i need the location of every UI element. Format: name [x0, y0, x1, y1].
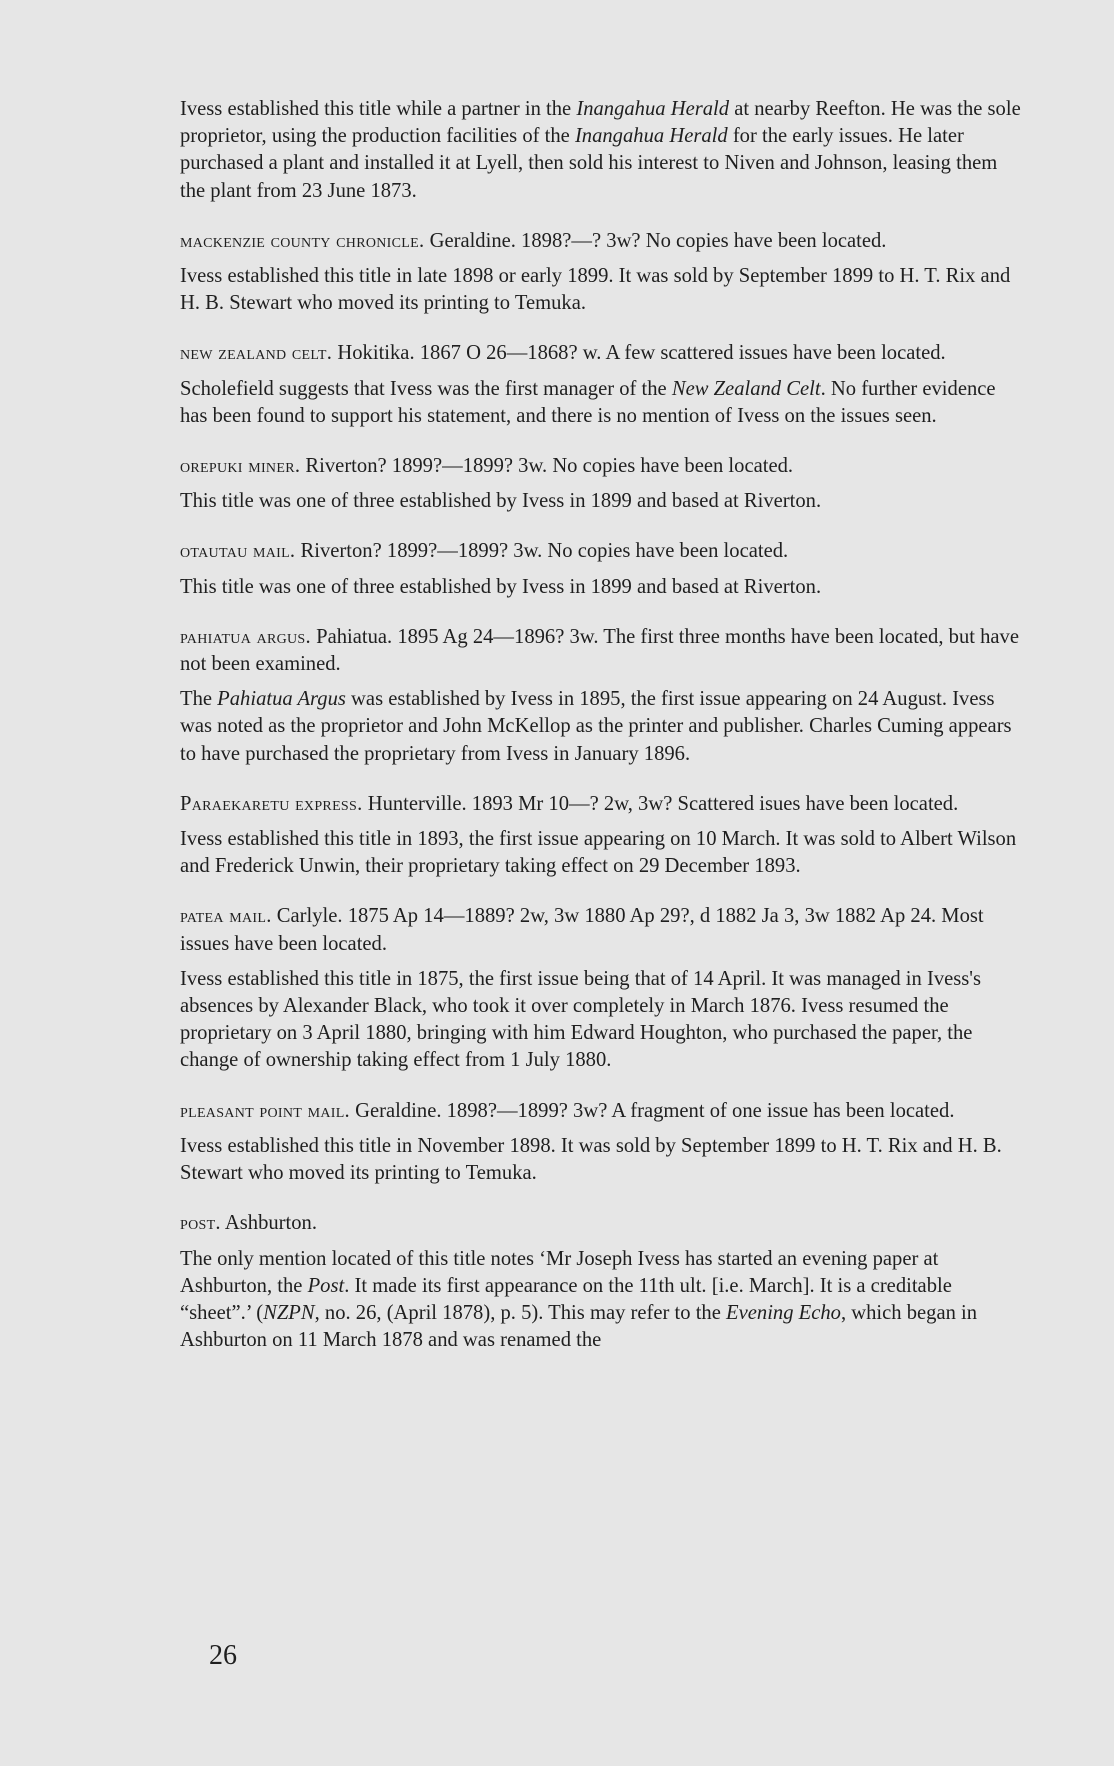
entry-title: Paraekaretu express.: [180, 792, 363, 815]
intro-paragraph: Ivess established this title while a partner in the Inangahua Herald at nearby Reefton. He was the sole proprietor, using the production facilities of the Inangahua Herald for the early issues. He later purchased a plant and installed it at Lyell, then sold his interest to Niven and Johnson, leasing them the plant from 23 June 1873.: [180, 98, 1021, 202]
entry-title: pleasant point mail.: [180, 1099, 350, 1122]
entry-note: The Pahiatua Argus was established by Ivess in 1895, the first issue appearing on 24 August. Ivess was noted as the proprietor and John McKellop as the printer and publisher. Charles Cuming appears to have purchased the proprietary from Ivess in January 1896.: [180, 688, 1012, 765]
entry-heading: otautau mail. Riverton? 1899?—1899? 3w. No copies have been located.: [180, 540, 789, 563]
entry-note: This title was one of three established by Ivess in 1899 and based at Riverton.: [180, 575, 822, 598]
page-number: 26: [209, 1640, 237, 1671]
entry-note: The only mention located of this title notes ‘Mr Joseph Ivess has started an evening paper at Ashburton, the Post. It made its first appearance on the 11th ult. [i.e. March]. It is a creditable “sheet”.’ (NZPN, no. 26, (April 1878), p. 5). This may refer to the Evening Echo, which began in Ashburton on 11 March 1878 and was renamed the: [180, 1247, 978, 1352]
entry-title: post.: [180, 1212, 221, 1235]
entry-heading: pleasant point mail. Geraldine. 1898?—1899? 3w? A fragment of one issue has been located.: [180, 1099, 955, 1122]
entry-heading: patea mail. Carlyle. 1875 Ap 14—1889? 2w, 3w 1880 Ap 29?, d 1882 Ja 3, 3w 1882 Ap 24. Most issues have been located.: [180, 905, 984, 955]
entry-note: Ivess established this title in November 1898. It was sold by September 1899 to H. T. Rix and H. B. Stewart who moved its printing to Temuka.: [180, 1134, 1002, 1185]
entry-heading: post. Ashburton.: [180, 1212, 318, 1235]
entry-title: mackenzie county chronicle.: [180, 229, 425, 252]
entry-heading: mackenzie county chronicle. Geraldine. 1898?—? 3w? No copies have been located.: [180, 229, 887, 252]
entry-heading: orepuki miner. Riverton? 1899?—1899? 3w. No copies have been located.: [180, 455, 794, 478]
entry-title: patea mail.: [180, 905, 272, 928]
entry-title: otautau mail.: [180, 540, 296, 563]
entry-note: Ivess established this title in late 1898 or early 1899. It was sold by September 1899 to H. T. Rix and H. B. Stewart who moved its printing to Temuka.: [180, 265, 1011, 315]
entry-note: Ivess established this title in 1893, the first issue appearing on 10 March. It was sold to Albert Wilson and Frederick Unwin, their proprietary taking effect on 29 December 1893.: [180, 828, 1017, 878]
entry-heading: pahiatua argus. Pahiatua. 1895 Ag 24—1896? 3w. The first three months have been located, but have not been examined.: [180, 625, 1019, 676]
entry-title: orepuki miner.: [180, 455, 301, 478]
page-text: [180, 96, 1024, 1354]
entry-heading: Paraekaretu express. Hunterville. 1893 Mr 10—? 2w, 3w? Scattered isues have been located.: [180, 792, 959, 815]
entry-note: This title was one of three established by Ivess in 1899 and based at Riverton.: [180, 490, 822, 513]
entry-title: new zealand celt.: [180, 342, 333, 365]
entry-title: pahiatua argus.: [180, 625, 311, 648]
entry-note: Scholefield suggests that Ivess was the first manager of the New Zealand Celt. No further evidence has been found to support his statement, and there is no mention of Ivess on the issues seen.: [180, 377, 996, 427]
entry-note: Ivess established this title in 1875, the first issue being that of 14 April. It was managed in Ivess's absences by Alexander Black, who took it over completely in March 1876. Ivess resumed the proprietary on 3 April 1880, bringing with him Edward Houghton, who purchased the paper, the change of ownership taking effect from 1 July 1880.: [180, 967, 982, 1072]
entry-heading: new zealand celt. Hokitika. 1867 O 26—1868? w. A few scattered issues have been located.: [180, 342, 946, 365]
